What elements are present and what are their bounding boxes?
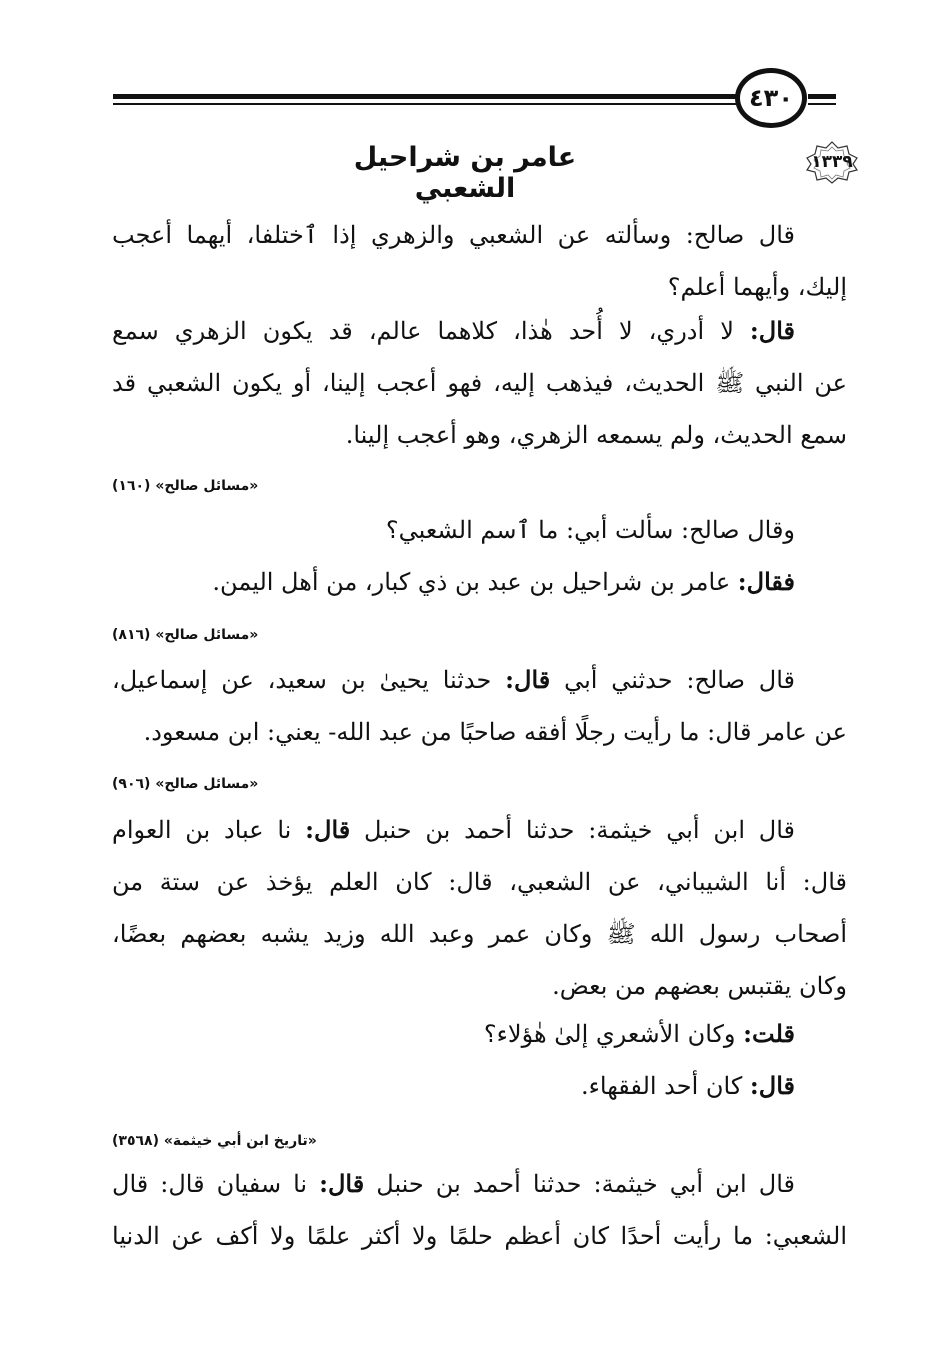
paragraph bbox=[112, 1158, 847, 1262]
paragraph bbox=[112, 305, 847, 461]
text-run: كان أحد الفقهاء. bbox=[581, 1072, 750, 1100]
text-run: قال صالح: حدثني أبي bbox=[550, 666, 795, 694]
text-run: وكان الأشعري إلىٰ هٰؤلاء؟ bbox=[483, 1020, 744, 1048]
source-citation: «مسائل صالح» (٩٠٦) bbox=[112, 776, 259, 792]
speaker-label: قال: bbox=[319, 1169, 365, 1198]
page-number: ٤٣٠ bbox=[735, 68, 807, 128]
speaker-label: قال: bbox=[505, 665, 551, 694]
entry-number: ١٣٣٩ bbox=[811, 152, 853, 172]
text-line: إليك، وأيهما أعلم؟ bbox=[667, 273, 847, 301]
text-run: نا عباد بن العوام bbox=[112, 816, 306, 844]
text-line: أصحاب رسول الله ﷺ وكان عمر وعبد الله وزيد يشبه بعضهم بعضًا، bbox=[112, 920, 847, 948]
header-rule bbox=[113, 103, 740, 105]
text-line: سمع الحديث، ولم يسمعه الزهري، وهو أعجب إلينا. bbox=[345, 421, 847, 449]
text-line: عن عامر قال: ما رأيت رجلًا أفقه صاحبًا من عبد الله- يعني: ابن مسعود. bbox=[143, 718, 847, 746]
source-citation: «تاريخ ابن أبي خيثمة» (٣٥٦٨) bbox=[112, 1133, 317, 1149]
text-line bbox=[112, 556, 847, 608]
header-rule bbox=[808, 94, 836, 99]
text-run: نا سفيان قال: قال bbox=[112, 1170, 320, 1198]
text-line: وكان يقتبس بعضهم من بعض. bbox=[552, 972, 847, 1000]
entry-title: عامر بن شراحيل الشعبي bbox=[353, 142, 577, 204]
header-rule bbox=[808, 103, 836, 105]
text-line: قال صالح: وسألته عن الشعبي والزهري إذا ٱختلفا، أيهما أعجب bbox=[112, 221, 795, 249]
text-run: حدثنا يحيىٰ بن سعيد، عن إسماعيل، bbox=[112, 666, 506, 694]
paragraph bbox=[112, 1008, 847, 1112]
text-line: قال: أنا الشيباني، عن الشعبي، قال: كان العلم يؤخذ عن ستة من bbox=[112, 868, 847, 896]
text-run: لا أدري، لا أُحد هٰذا، كلاهما عالم، قد يكون الزهري سمع bbox=[112, 317, 750, 345]
text-line bbox=[112, 804, 847, 856]
source-citation: «مسائل صالح» (١٦٠) bbox=[112, 478, 259, 494]
text-line: الشعبي: ما رأيت أحدًا كان أعظم حلمًا ولا أكثر علمًا ولا أكف عن الدنيا bbox=[112, 1222, 847, 1250]
paragraph bbox=[112, 209, 847, 313]
text-run: قال ابن أبي خيثمة: حدثنا أحمد بن حنبل bbox=[364, 1170, 795, 1198]
speaker-label: قال: bbox=[749, 1071, 795, 1100]
text-line bbox=[112, 1008, 847, 1060]
entry-number-badge bbox=[805, 140, 859, 184]
header-rule bbox=[113, 94, 740, 99]
paragraph bbox=[112, 804, 847, 1012]
text-line: وقال صالح: سألت أبي: ما ٱسم الشعبي؟ bbox=[385, 516, 795, 544]
paragraph bbox=[112, 504, 847, 608]
text-line bbox=[112, 305, 847, 357]
text-line bbox=[112, 1158, 847, 1210]
text-run: عامر بن شراحيل بن عبد بن ذي كبار، من أهل اليمن. bbox=[212, 568, 738, 596]
text-run: قال ابن أبي خيثمة: حدثنا أحمد بن حنبل bbox=[350, 816, 795, 844]
speaker-label: قال: bbox=[305, 815, 351, 844]
speaker-label: قلت: bbox=[743, 1019, 795, 1048]
text-line bbox=[112, 654, 847, 706]
speaker-label: فقال: bbox=[737, 567, 795, 596]
speaker-label: قال: bbox=[749, 316, 795, 345]
source-citation: «مسائل صالح» (٨١٦) bbox=[112, 627, 259, 643]
text-line bbox=[112, 1060, 847, 1112]
text-line: عن النبي ﷺ الحديث، فيذهب إليه، فهو أعجب إلينا، أو يكون الشعبي قد bbox=[112, 369, 847, 397]
paragraph bbox=[112, 654, 847, 758]
